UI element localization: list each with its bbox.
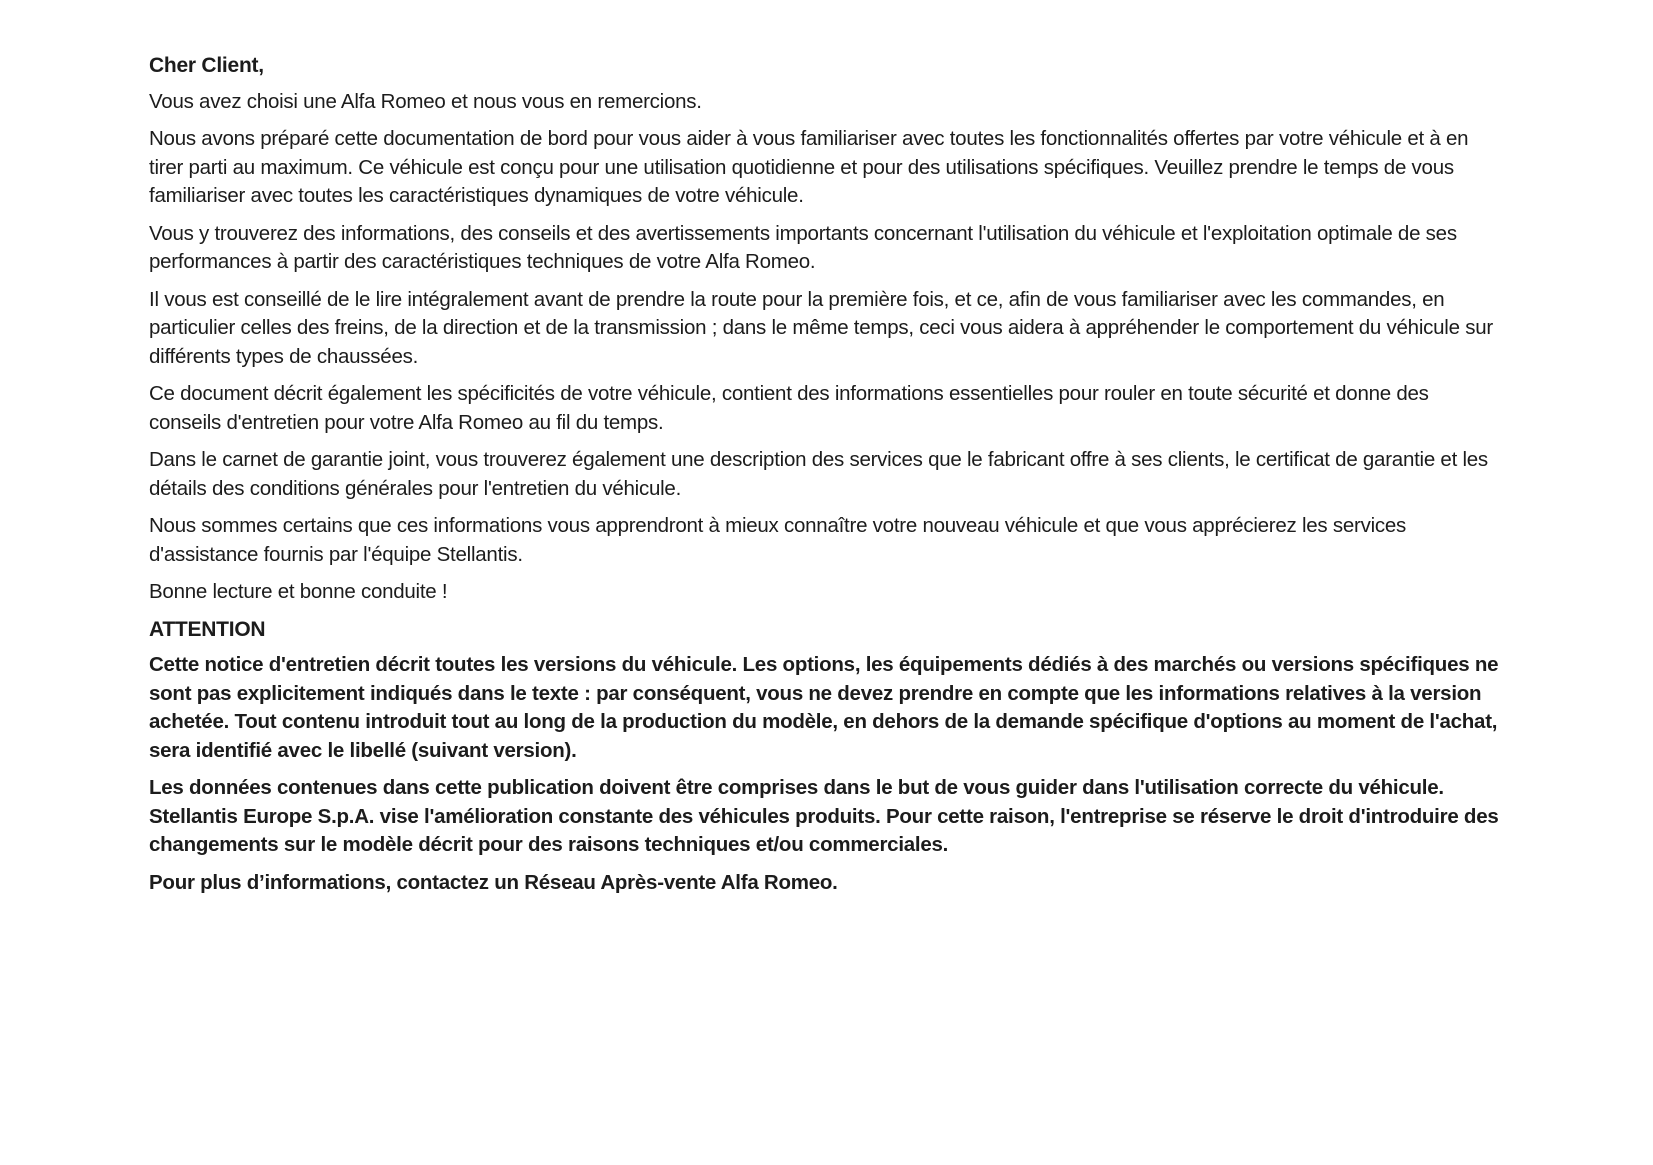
greeting-heading: Cher Client,	[149, 54, 264, 77]
intro-paragraph: Bonne lecture et bonne conduite !	[149, 580, 448, 603]
intro-paragraph: Nous sommes certains que ces informations vous apprendront à mieux connaître votre nouveau véhicule et que vous apprécierez les services d'assistance fournis par l'équipe Stellantis.	[149, 514, 1407, 566]
manual-text-block	[149, 52, 1501, 906]
attention-paragraph: Cette notice d'entretien décrit toutes les versions du véhicule. Les options, les équipements dédiés à des marchés ou versions spécifiques ne sont pas explicitement indiqués dans le texte : par conséquent, vous ne devez prendre en compte que les informations relatives à la version achetée. Tout contenu introduit tout au long de la production du modèle, en dehors de la demande spécifique d'options au moment de l'achat, sera identifié avec le libellé (suivant version).	[149, 653, 1499, 762]
intro-paragraph: Ce document décrit également les spécificités de votre véhicule, contient des informations essentielles pour rouler en toute sécurité et donne des conseils d'entretien pour votre Alfa Romeo au fil du temps.	[149, 382, 1429, 434]
intro-paragraph: Dans le carnet de garantie joint, vous trouverez également une description des services que le fabricant offre à ses clients, le certificat de garantie et les détails des conditions générales pour l'entretien du véhicule.	[149, 448, 1488, 500]
intro-paragraph: Vous y trouverez des informations, des conseils et des avertissements importants concernant l'utilisation du véhicule et l'exploitation optimale de ses performances à partir des caractéristiques techniques de votre Alfa Romeo.	[149, 221, 1457, 273]
intro-paragraph: Il vous est conseillé de le lire intégralement avant de prendre la route pour la première fois, et ce, afin de vous familiariser avec les commandes, en particulier celles des freins, de la direction et de la transmission ; dans le même temps, ceci vous aidera à appréhender le comportement du véhicule sur différents types de chaussées.	[149, 287, 1493, 368]
intro-paragraph: Nous avons préparé cette documentation de bord pour vous aider à vous familiariser avec toutes les fonctionnalités offertes par votre véhicule et à en tirer parti au maximum. Ce véhicule est conçu pour une utilisation quotidienne et pour des utilisations spécifiques. Veuillez prendre le temps de vous familiariser avec toutes les caractéristiques dynamiques de votre véhicule.	[149, 127, 1469, 207]
attention-paragraph: Pour plus d’informations, contactez un Réseau Après-vente Alfa Romeo.	[149, 870, 838, 894]
intro-paragraph: Vous avez choisi une Alfa Romeo et nous vous en remercions.	[149, 89, 702, 113]
attention-paragraph: Les données contenues dans cette publication doivent être comprises dans le but de vous guider dans l'utilisation correcte du véhicule. Stellantis Europe S.p.A. vise l'amélioration constante des véhicules produits. Pour cette raison, l'entreprise se réserve le droit d'introduire des changements sur le modèle décrit pour des raisons techniques et/ou commerciales.	[149, 776, 1499, 856]
attention-heading: ATTENTION	[149, 617, 266, 641]
